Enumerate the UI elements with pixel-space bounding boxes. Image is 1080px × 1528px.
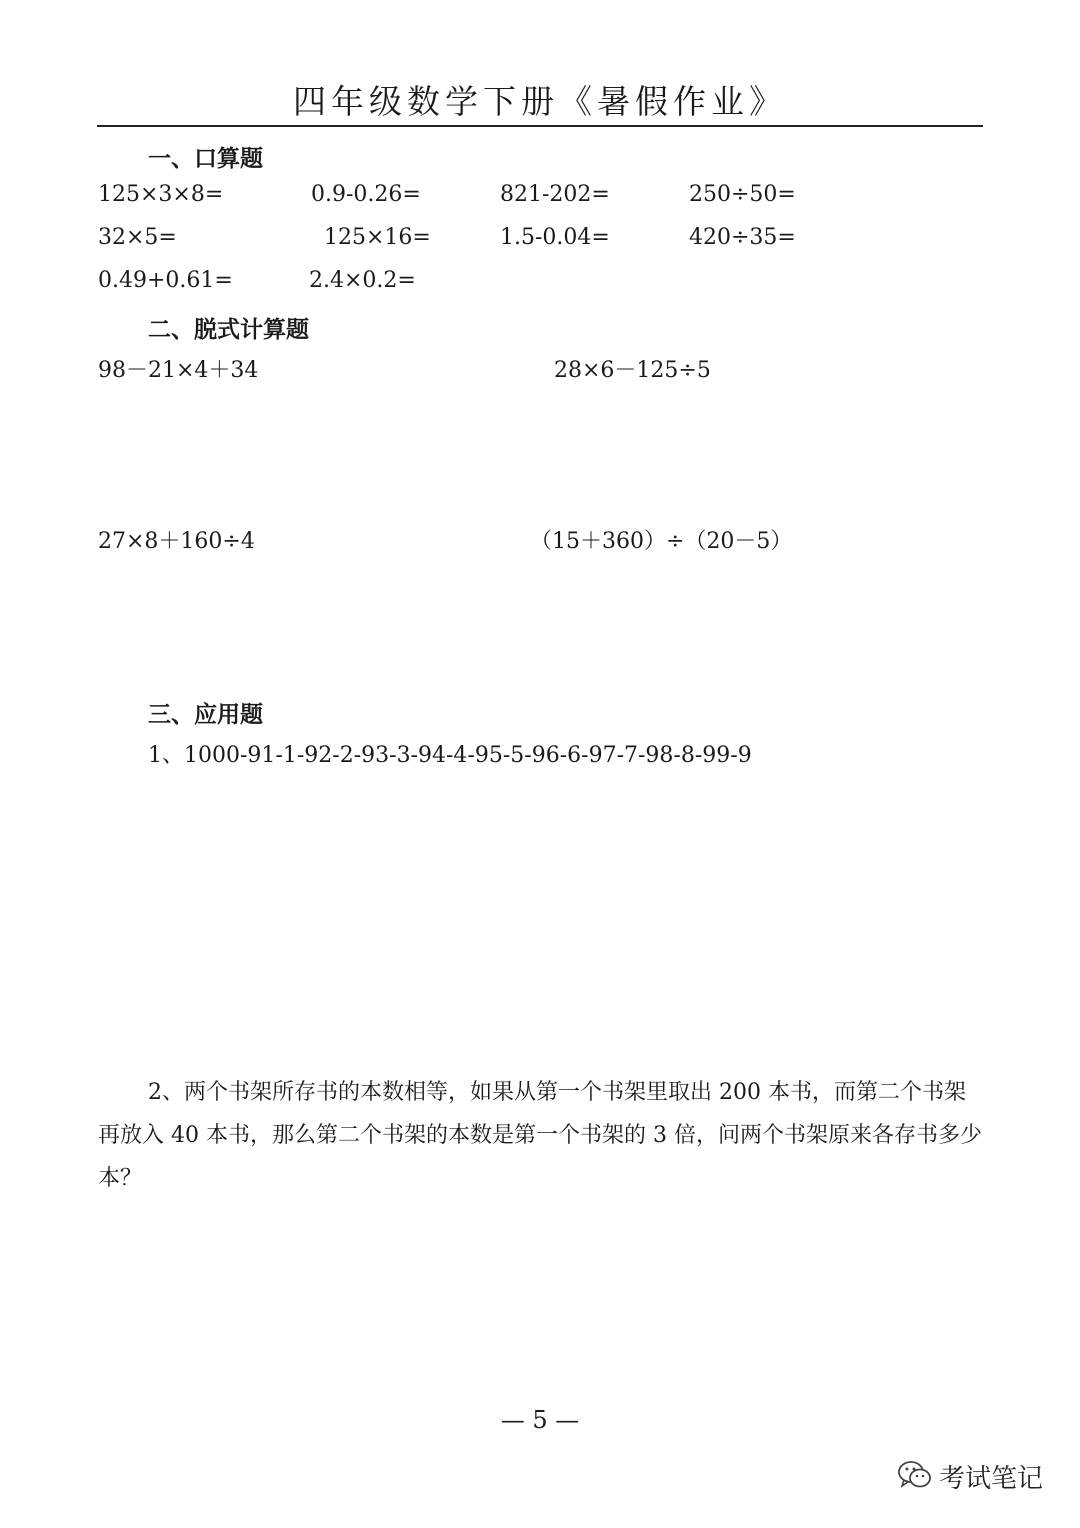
- calc-expr: 98－21×4＋34: [98, 358, 259, 383]
- title-divider: [97, 125, 983, 127]
- problem-1: 1、1000-91-1-92-2-93-3-94-4-95-5-96-6-97-7-98-8-99-9: [148, 743, 752, 768]
- page-title: 四年级数学下册《暑假作业》: [293, 82, 787, 121]
- wechat-icon: [897, 1460, 933, 1494]
- section1-heading: 一、口算题: [148, 146, 263, 172]
- oral-expr: 2.4×0.2=: [309, 268, 416, 293]
- oral-expr: 420÷35=: [689, 225, 796, 250]
- watermark: [897, 1458, 1043, 1495]
- oral-expr: 125×3×8=: [98, 182, 224, 207]
- oral-expr: 250÷50=: [689, 182, 796, 207]
- oral-expr: 0.9-0.26=: [311, 182, 421, 207]
- calc-expr: 27×8＋160÷4: [98, 529, 255, 554]
- oral-expr: 0.49+0.61=: [98, 268, 233, 293]
- problem-2-text: 2、两个书架所存书的本数相等，如果从第一个书架里取出 200 本书，而第二个书架再放入 40 本书，那么第二个书架的本数是第一个书架的 3 倍，问两个书架原来各存书多少本？: [98, 1080, 982, 1191]
- problem-2: [98, 1071, 983, 1200]
- section2-heading: 二、脱式计算题: [148, 317, 309, 343]
- section3-heading: 三、应用题: [148, 702, 263, 728]
- oral-expr: 1.5-0.04=: [500, 225, 610, 250]
- page-number: — 5 —: [500, 1406, 580, 1434]
- calc-expr: 28×6－125÷5: [554, 358, 711, 383]
- oral-expr: 32×5=: [98, 225, 177, 250]
- calc-expr: （15＋360）÷（20－5）: [530, 529, 793, 554]
- oral-expr: 125×16=: [324, 225, 431, 250]
- oral-expr: 821-202=: [500, 182, 610, 207]
- watermark-text: 考试笔记: [939, 1464, 1044, 1494]
